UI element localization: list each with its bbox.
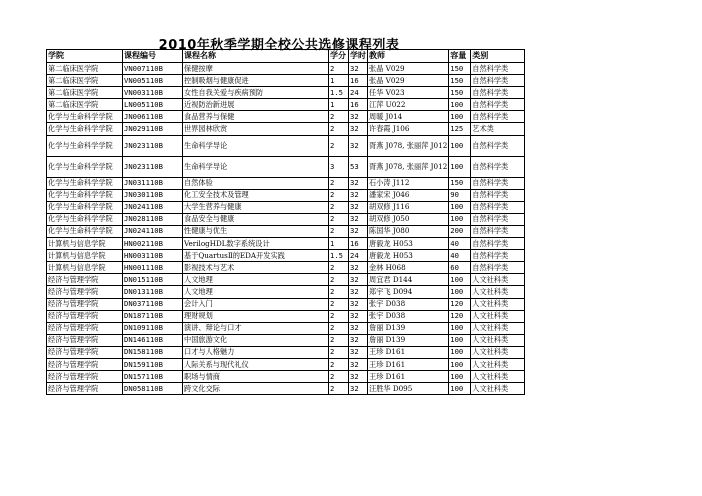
course-name-cell: 自然体验 <box>183 177 329 189</box>
capacity-cell: 150 <box>449 75 471 87</box>
capacity-cell: 150 <box>449 63 471 75</box>
course-table <box>46 49 525 395</box>
course-name-cell: 基于QuartusⅡ的EDA开发实践 <box>183 250 329 262</box>
category-cell: 自然科学类 <box>471 177 525 189</box>
hours-cell: 53 <box>349 156 368 177</box>
college-cell: 第二临床医学院 <box>47 63 123 75</box>
course-code-cell: HN003110B <box>123 250 183 262</box>
course-code-cell: DN157110B <box>123 371 183 383</box>
credit-cell: 2 <box>329 111 349 123</box>
capacity-cell: 100 <box>449 213 471 225</box>
table-row <box>47 286 525 298</box>
column-header: 容量 <box>449 50 471 63</box>
hours-cell: 32 <box>349 371 368 383</box>
hours-cell: 16 <box>349 75 368 87</box>
credit-cell: 2 <box>329 262 349 274</box>
teacher-cell: 张宇 D038 <box>368 298 449 310</box>
college-cell: 化学与生命科学学院 <box>47 111 123 123</box>
capacity-cell: 90 <box>449 189 471 201</box>
credit-cell: 2 <box>329 123 349 135</box>
teacher-cell: 王珍 D161 <box>368 358 449 370</box>
capacity-cell: 100 <box>449 322 471 334</box>
capacity-cell: 100 <box>449 346 471 358</box>
hours-cell: 16 <box>349 99 368 111</box>
credit-cell: 2 <box>329 383 349 395</box>
course-name-cell: 口才与人格魅力 <box>183 346 329 358</box>
course-name-cell: 食品营养与保健 <box>183 111 329 123</box>
capacity-cell: 125 <box>449 123 471 135</box>
teacher-cell: 王珍 D161 <box>368 371 449 383</box>
table-row <box>47 213 525 225</box>
category-cell: 自然科学类 <box>471 213 525 225</box>
capacity-cell: 150 <box>449 177 471 189</box>
course-code-cell: DN146110B <box>123 334 183 346</box>
college-cell: 化学与生命科学学院 <box>47 213 123 225</box>
course-code-cell: JN024110B <box>123 225 183 237</box>
college-cell: 化学与生命科学学院 <box>47 201 123 213</box>
category-cell: 自然科学类 <box>471 250 525 262</box>
course-name-cell: 性健康与优生 <box>183 225 329 237</box>
table-row <box>47 322 525 334</box>
table-row <box>47 75 525 87</box>
teacher-cell: 许春霞 J106 <box>368 123 449 135</box>
hours-cell: 32 <box>349 310 368 322</box>
column-header: 学院 <box>47 50 123 63</box>
credit-cell: 1.5 <box>329 87 349 99</box>
credit-cell: 2 <box>329 189 349 201</box>
capacity-cell: 200 <box>449 225 471 237</box>
table-row <box>47 87 525 99</box>
capacity-cell: 100 <box>449 156 471 177</box>
college-cell: 经济与管理学院 <box>47 274 123 286</box>
teacher-cell: 唐毅龙 H053 <box>368 250 449 262</box>
capacity-cell: 100 <box>449 286 471 298</box>
capacity-cell: 60 <box>449 262 471 274</box>
table-row <box>47 123 525 135</box>
hours-cell: 32 <box>349 334 368 346</box>
college-cell: 化学与生命科学学院 <box>47 123 123 135</box>
teacher-cell: 石小涛 J112 <box>368 177 449 189</box>
teacher-cell: 王珍 D161 <box>368 346 449 358</box>
credit-cell: 2 <box>329 334 349 346</box>
credit-cell: 2 <box>329 298 349 310</box>
table-row <box>47 225 525 237</box>
credit-cell: 2 <box>329 371 349 383</box>
capacity-cell: 40 <box>449 250 471 262</box>
table-row <box>47 177 525 189</box>
hours-cell: 32 <box>349 123 368 135</box>
college-cell: 经济与管理学院 <box>47 383 123 395</box>
course-code-cell: VN003110B <box>123 87 183 99</box>
capacity-cell: 100 <box>449 99 471 111</box>
credit-cell: 2 <box>329 213 349 225</box>
college-cell: 第二临床医学院 <box>47 99 123 111</box>
category-cell: 艺术类 <box>471 123 525 135</box>
hours-cell: 32 <box>349 274 368 286</box>
course-name-cell: 人文地理 <box>183 286 329 298</box>
column-header: 教师 <box>368 50 449 63</box>
category-cell: 自然科学类 <box>471 201 525 213</box>
hours-cell: 16 <box>349 238 368 250</box>
college-cell: 化学与生命科学学院 <box>47 177 123 189</box>
category-cell: 自然科学类 <box>471 75 525 87</box>
table-row <box>47 358 525 370</box>
table-row <box>47 383 525 395</box>
header-row <box>47 50 525 63</box>
column-header: 类别 <box>471 50 525 63</box>
course-name-cell: 人文地理 <box>183 274 329 286</box>
hours-cell: 32 <box>349 225 368 237</box>
column-header: 学时 <box>349 50 368 63</box>
hours-cell: 32 <box>349 135 368 156</box>
course-code-cell: DN109110B <box>123 322 183 334</box>
table-row <box>47 250 525 262</box>
course-code-cell: HN001110B <box>123 262 183 274</box>
table-row <box>47 63 525 75</box>
category-cell: 人文社科类 <box>471 334 525 346</box>
table-row <box>47 262 525 274</box>
course-code-cell: LN005110B <box>123 99 183 111</box>
course-code-cell: DN058110B <box>123 383 183 395</box>
teacher-cell: 郑宇飞 D094 <box>368 286 449 298</box>
teacher-cell: 周宜君 D144 <box>368 274 449 286</box>
table-row <box>47 99 525 111</box>
credit-cell: 1 <box>329 99 349 111</box>
category-cell: 人文社科类 <box>471 358 525 370</box>
table-row <box>47 371 525 383</box>
course-code-cell: JN031110B <box>123 177 183 189</box>
college-cell: 化学与生命科学学院 <box>47 135 123 156</box>
teacher-cell: 詹丽 D139 <box>368 334 449 346</box>
table-row <box>47 156 525 177</box>
capacity-cell: 100 <box>449 201 471 213</box>
category-cell: 自然科学类 <box>471 156 525 177</box>
table-row <box>47 310 525 322</box>
course-code-cell: VN007110B <box>123 63 183 75</box>
credit-cell: 2 <box>329 274 349 286</box>
college-cell: 第二临床医学院 <box>47 75 123 87</box>
college-cell: 经济与管理学院 <box>47 322 123 334</box>
category-cell: 自然科学类 <box>471 63 525 75</box>
credit-cell: 2 <box>329 322 349 334</box>
hours-cell: 32 <box>349 286 368 298</box>
course-code-cell: JN006110B <box>123 111 183 123</box>
college-cell: 化学与生命科学学院 <box>47 225 123 237</box>
course-name-cell: 世界园林欣赏 <box>183 123 329 135</box>
course-code-cell: JN023110B <box>123 135 183 156</box>
category-cell: 人文社科类 <box>471 371 525 383</box>
course-code-cell: JN030110B <box>123 189 183 201</box>
table-row <box>47 238 525 250</box>
course-code-cell: DN158110B <box>123 346 183 358</box>
teacher-cell: 任华 V023 <box>368 87 449 99</box>
category-cell: 自然科学类 <box>471 135 525 156</box>
course-name-cell: 大学生营养与健康 <box>183 201 329 213</box>
teacher-cell: 张晶 V029 <box>368 63 449 75</box>
college-cell: 经济与管理学院 <box>47 358 123 370</box>
column-header: 课程编号 <box>123 50 183 63</box>
course-name-cell: 中国旅游文化 <box>183 334 329 346</box>
course-name-cell: 理财规划 <box>183 310 329 322</box>
category-cell: 人文社科类 <box>471 274 525 286</box>
course-code-cell: HN002110B <box>123 238 183 250</box>
hours-cell: 32 <box>349 383 368 395</box>
course-code-cell: VN005110B <box>123 75 183 87</box>
course-code-cell: JN024110B <box>123 201 183 213</box>
teacher-cell: 张晶 V029 <box>368 75 449 87</box>
teacher-cell: 潘家宋 J046 <box>368 189 449 201</box>
course-name-cell: 生命科学导论 <box>183 156 329 177</box>
course-name-cell: 女性自我关爱与疾病预防 <box>183 87 329 99</box>
capacity-cell: 40 <box>449 238 471 250</box>
course-name-cell: 近视防治新进展 <box>183 99 329 111</box>
college-cell: 经济与管理学院 <box>47 334 123 346</box>
teacher-cell: 周暖 J014 <box>368 111 449 123</box>
course-name-cell: 影视技术与艺术 <box>183 262 329 274</box>
category-cell: 自然科学类 <box>471 99 525 111</box>
teacher-cell: 江萍 U022 <box>368 99 449 111</box>
table-row <box>47 111 525 123</box>
teacher-cell: 胡双修 J116 <box>368 201 449 213</box>
table-row <box>47 201 525 213</box>
credit-cell: 2 <box>329 346 349 358</box>
course-code-cell: DN013110B <box>123 286 183 298</box>
course-name-cell: 职场与情商 <box>183 371 329 383</box>
college-cell: 经济与管理学院 <box>47 346 123 358</box>
hours-cell: 32 <box>349 262 368 274</box>
category-cell: 人文社科类 <box>471 383 525 395</box>
hours-cell: 32 <box>349 213 368 225</box>
table-row <box>47 334 525 346</box>
course-name-cell: 食品安全与健康 <box>183 213 329 225</box>
college-cell: 化学与生命科学学院 <box>47 189 123 201</box>
course-code-cell: DN037110B <box>123 298 183 310</box>
course-code-cell: DN187110B <box>123 310 183 322</box>
credit-cell: 3 <box>329 156 349 177</box>
table-row <box>47 274 525 286</box>
hours-cell: 32 <box>349 189 368 201</box>
college-cell: 经济与管理学院 <box>47 310 123 322</box>
teacher-cell: 詹丽 D139 <box>368 322 449 334</box>
capacity-cell: 100 <box>449 111 471 123</box>
capacity-cell: 100 <box>449 371 471 383</box>
credit-cell: 2 <box>329 63 349 75</box>
category-cell: 自然科学类 <box>471 225 525 237</box>
teacher-cell: 金林 H068 <box>368 262 449 274</box>
credit-cell: 2 <box>329 135 349 156</box>
capacity-cell: 100 <box>449 274 471 286</box>
hours-cell: 24 <box>349 87 368 99</box>
table-row <box>47 135 525 156</box>
hours-cell: 32 <box>349 358 368 370</box>
hours-cell: 32 <box>349 322 368 334</box>
course-name-cell: 演讲、辩论与口才 <box>183 322 329 334</box>
college-cell: 化学与生命科学学院 <box>47 156 123 177</box>
credit-cell: 2 <box>329 286 349 298</box>
teacher-cell: 陈国华 J080 <box>368 225 449 237</box>
course-name-cell: VerilogHDL数字系统设计 <box>183 238 329 250</box>
category-cell: 人文社科类 <box>471 298 525 310</box>
course-code-cell: DN015110B <box>123 274 183 286</box>
course-code-cell: DN159110B <box>123 358 183 370</box>
teacher-cell: 唐毅龙 H053 <box>368 238 449 250</box>
capacity-cell: 100 <box>449 383 471 395</box>
hours-cell: 32 <box>349 298 368 310</box>
credit-cell: 2 <box>329 225 349 237</box>
college-cell: 计算机与信息学院 <box>47 250 123 262</box>
table-row <box>47 298 525 310</box>
hours-cell: 32 <box>349 201 368 213</box>
course-code-cell: JN023110B <box>123 156 183 177</box>
category-cell: 自然科学类 <box>471 262 525 274</box>
teacher-cell: 胡双修 J050 <box>368 213 449 225</box>
page-title: 2010年秋季学期全校公共选修课程列表 <box>158 38 400 53</box>
column-header: 学分 <box>329 50 349 63</box>
category-cell: 自然科学类 <box>471 238 525 250</box>
credit-cell: 1 <box>329 75 349 87</box>
college-cell: 经济与管理学院 <box>47 286 123 298</box>
course-name-cell: 会计入门 <box>183 298 329 310</box>
college-cell: 经济与管理学院 <box>47 371 123 383</box>
capacity-cell: 120 <box>449 298 471 310</box>
table-row <box>47 189 525 201</box>
category-cell: 人文社科类 <box>471 322 525 334</box>
credit-cell: 2 <box>329 310 349 322</box>
hours-cell: 24 <box>349 250 368 262</box>
credit-cell: 2 <box>329 358 349 370</box>
capacity-cell: 150 <box>449 87 471 99</box>
category-cell: 人文社科类 <box>471 310 525 322</box>
course-name-cell: 跨文化交际 <box>183 383 329 395</box>
hours-cell: 32 <box>349 346 368 358</box>
credit-cell: 1 <box>329 238 349 250</box>
hours-cell: 32 <box>349 111 368 123</box>
teacher-cell: 胥燕 J078, 张丽萍 J012 <box>368 156 449 177</box>
capacity-cell: 100 <box>449 334 471 346</box>
category-cell: 自然科学类 <box>471 111 525 123</box>
credit-cell: 1.5 <box>329 250 349 262</box>
hours-cell: 32 <box>349 63 368 75</box>
teacher-cell: 胥燕 J078, 张丽萍 J012 <box>368 135 449 156</box>
teacher-cell: 张宇 D038 <box>368 310 449 322</box>
credit-cell: 2 <box>329 177 349 189</box>
course-name-cell: 生命科学导论 <box>183 135 329 156</box>
capacity-cell: 100 <box>449 135 471 156</box>
course-code-cell: JN028110B <box>123 213 183 225</box>
college-cell: 计算机与信息学院 <box>47 262 123 274</box>
table-row <box>47 346 525 358</box>
course-name-cell: 控制吸烟与健康促进 <box>183 75 329 87</box>
college-cell: 第二临床医学院 <box>47 87 123 99</box>
course-name-cell: 保健按摩 <box>183 63 329 75</box>
course-name-cell: 人际关系与现代礼仪 <box>183 358 329 370</box>
category-cell: 人文社科类 <box>471 346 525 358</box>
category-cell: 人文社科类 <box>471 286 525 298</box>
column-header: 课程名称 <box>183 50 329 63</box>
category-cell: 自然科学类 <box>471 189 525 201</box>
course-code-cell: JN029110B <box>123 123 183 135</box>
hours-cell: 32 <box>349 177 368 189</box>
college-cell: 计算机与信息学院 <box>47 238 123 250</box>
credit-cell: 2 <box>329 201 349 213</box>
teacher-cell: 汪胜华 D095 <box>368 383 449 395</box>
capacity-cell: 120 <box>449 310 471 322</box>
college-cell: 经济与管理学院 <box>47 298 123 310</box>
category-cell: 自然科学类 <box>471 87 525 99</box>
course-name-cell: 化工安全技术及管理 <box>183 189 329 201</box>
capacity-cell: 100 <box>449 358 471 370</box>
